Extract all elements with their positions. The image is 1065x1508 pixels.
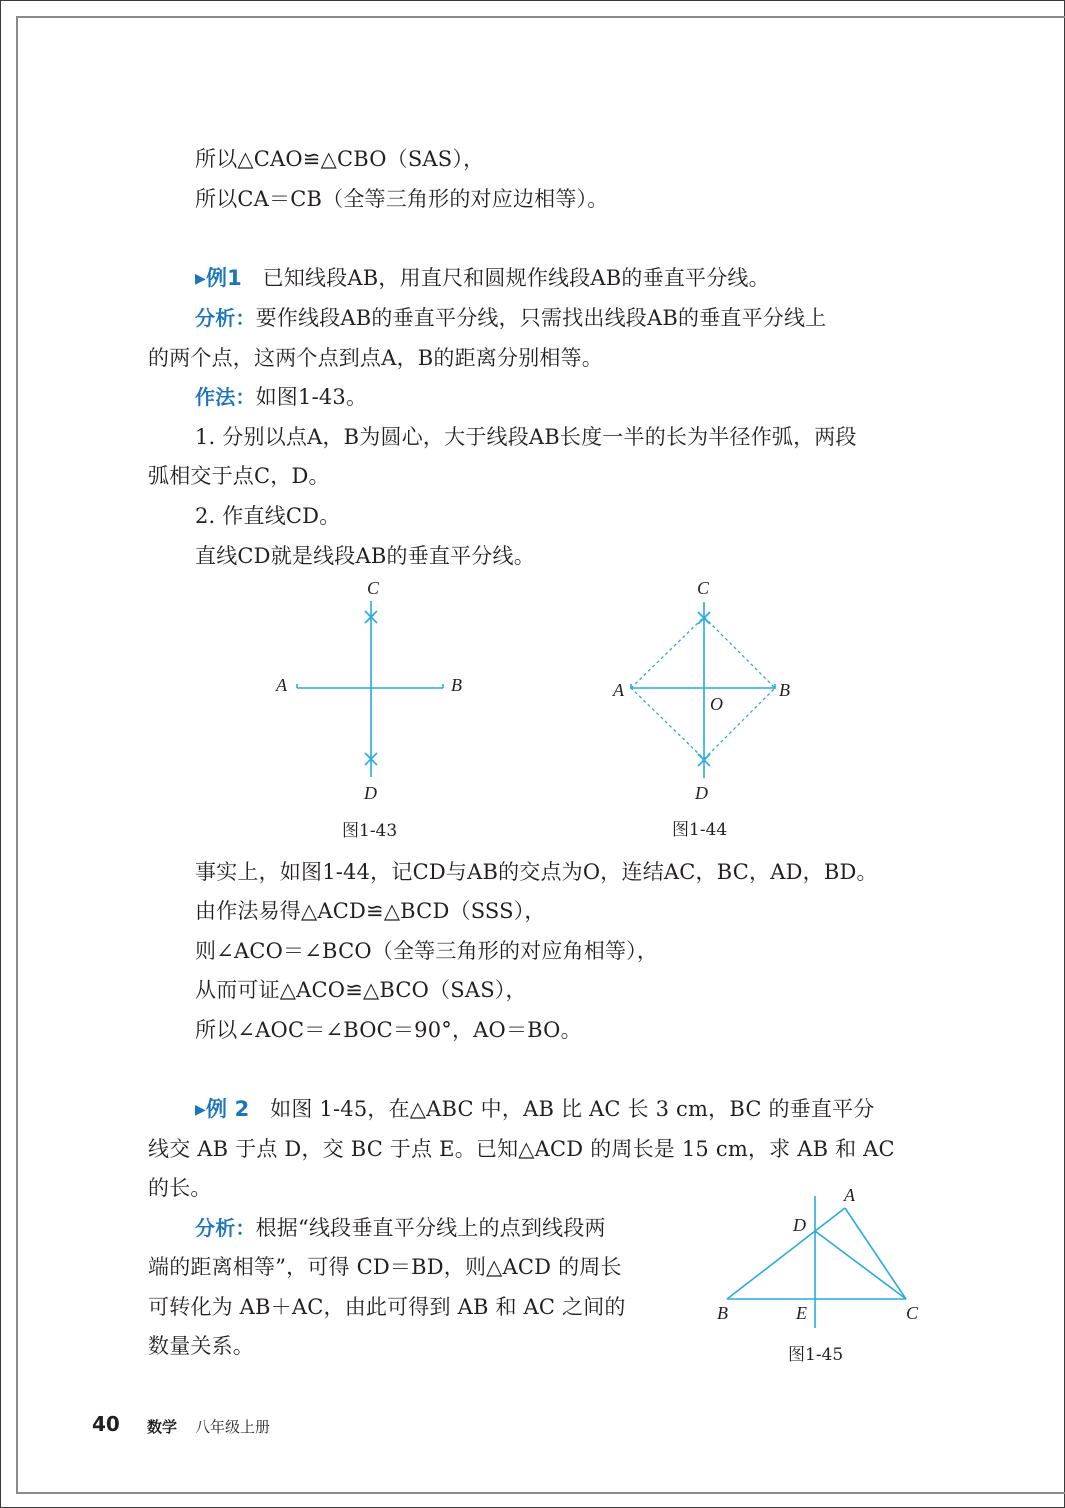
fig44-label-a: A — [613, 680, 624, 700]
fig44-label-b: B — [779, 680, 790, 700]
figure-1-45 — [727, 1196, 906, 1328]
example2-label: 例 2 — [205, 1097, 250, 1121]
fig45-label-a: A — [844, 1185, 855, 1205]
figure-1-44 — [631, 602, 775, 778]
fig44-label-d: D — [695, 783, 708, 803]
example2-statement-1: 如图 1-45，在△ABC 中，AB 比 AC 长 3 cm，BC 的垂直平分 — [270, 1097, 875, 1121]
triangle-bullet-icon: ▶ — [195, 1102, 206, 1118]
footer-subject: 数学 — [147, 1418, 178, 1436]
example2-analysis-line-2: 端的距离相等”，可得 CD＝BD，则△ACD 的周长 — [148, 1255, 622, 1279]
example2-statement-line-1 — [195, 1095, 874, 1124]
fig45-caption: 图1-45 — [788, 1345, 844, 1365]
segment-ba — [727, 1208, 845, 1299]
example1-label: 例1 — [205, 266, 242, 290]
segment-ac — [845, 1208, 906, 1299]
explanation-line-3: 则∠ACO＝∠BCO（全等三角形的对应角相等）， — [195, 939, 659, 963]
triangle-bullet-icon: ▶ — [195, 271, 206, 287]
example2-analysis-line-4: 数量关系。 — [148, 1334, 254, 1358]
method-text: 如图1-43。 — [255, 385, 368, 409]
conclusion-line: 直线CD就是线段AB的垂直平分线。 — [195, 544, 535, 568]
explanation-line-2: 由作法易得△ACD≌△BCD（SSS）， — [195, 899, 546, 923]
figure-1-43 — [297, 601, 443, 777]
explanation-line-5: 所以∠AOC＝∠BOC＝90°，AO＝BO。 — [195, 1018, 582, 1042]
example2-analysis-line-3: 可转化为 AB＋AC，由此可得到 AB 和 AC 之间的 — [148, 1295, 626, 1319]
fig45-label-d: D — [793, 1215, 806, 1235]
analysis-label: 分析： — [195, 1216, 256, 1240]
step1-line-2: 弧相交于点C，D。 — [148, 464, 330, 488]
fig45-label-e: E — [796, 1303, 807, 1323]
analysis2-text-1: 根据“线段垂直平分线上的点到线段两 — [255, 1216, 606, 1240]
fig43-caption: 图1-43 — [342, 821, 398, 841]
explanation-line-4: 从而可证△ACO≌△BCO（SAS）， — [195, 978, 527, 1002]
step1-line-1: 1. 分别以点A，B为圆心，大于线段AB长度一半的长为半径作弧，两段 — [195, 425, 857, 449]
fig44-label-c: C — [697, 578, 710, 598]
fig43-label-b: B — [451, 675, 462, 695]
explanation-line-1: 事实上，如图1-44，记CD与AB的交点为O，连结AC，BC，AD，BD。 — [195, 860, 878, 884]
example2-analysis-line-1 — [195, 1214, 606, 1242]
page-number: 40 — [92, 1412, 120, 1436]
example1-statement: 已知线段AB，用直尺和圆规作线段AB的垂直平分线。 — [262, 266, 770, 290]
example1-analysis-line-2: 的两个点，这两个点到点A，B的距离分别相等。 — [148, 346, 603, 370]
example2-statement-line-2: 线交 AB 于点 D，交 BC 于点 E。已知△ACD 的周长是 15 cm，求 AB 和 AC — [148, 1137, 895, 1161]
fig43-label-a: A — [276, 675, 287, 695]
method-label: 作法： — [195, 385, 256, 409]
segment-dc — [815, 1231, 906, 1299]
footer-grade: 八年级上册 — [195, 1418, 271, 1436]
fig43-label-d: D — [364, 783, 377, 803]
fig44-caption: 图1-44 — [672, 820, 728, 840]
proof-line-1: 所以△CAO≌△CBO（SAS）， — [195, 147, 485, 171]
step2-line: 2. 作直线CD。 — [195, 504, 341, 528]
fig44-label-o: O — [710, 694, 723, 714]
fig45-label-c: C — [906, 1303, 919, 1323]
analysis-label: 分析： — [195, 306, 256, 330]
fig45-label-b: B — [717, 1303, 728, 1323]
analysis-text-1: 要作线段AB的垂直平分线，只需找出线段AB的垂直平分线上 — [255, 306, 827, 330]
fig43-label-c: C — [367, 578, 380, 598]
proof-line-2: 所以CA＝CB（全等三角形的对应边相等）。 — [195, 187, 609, 211]
example2-statement-line-3: 的长。 — [148, 1176, 212, 1200]
